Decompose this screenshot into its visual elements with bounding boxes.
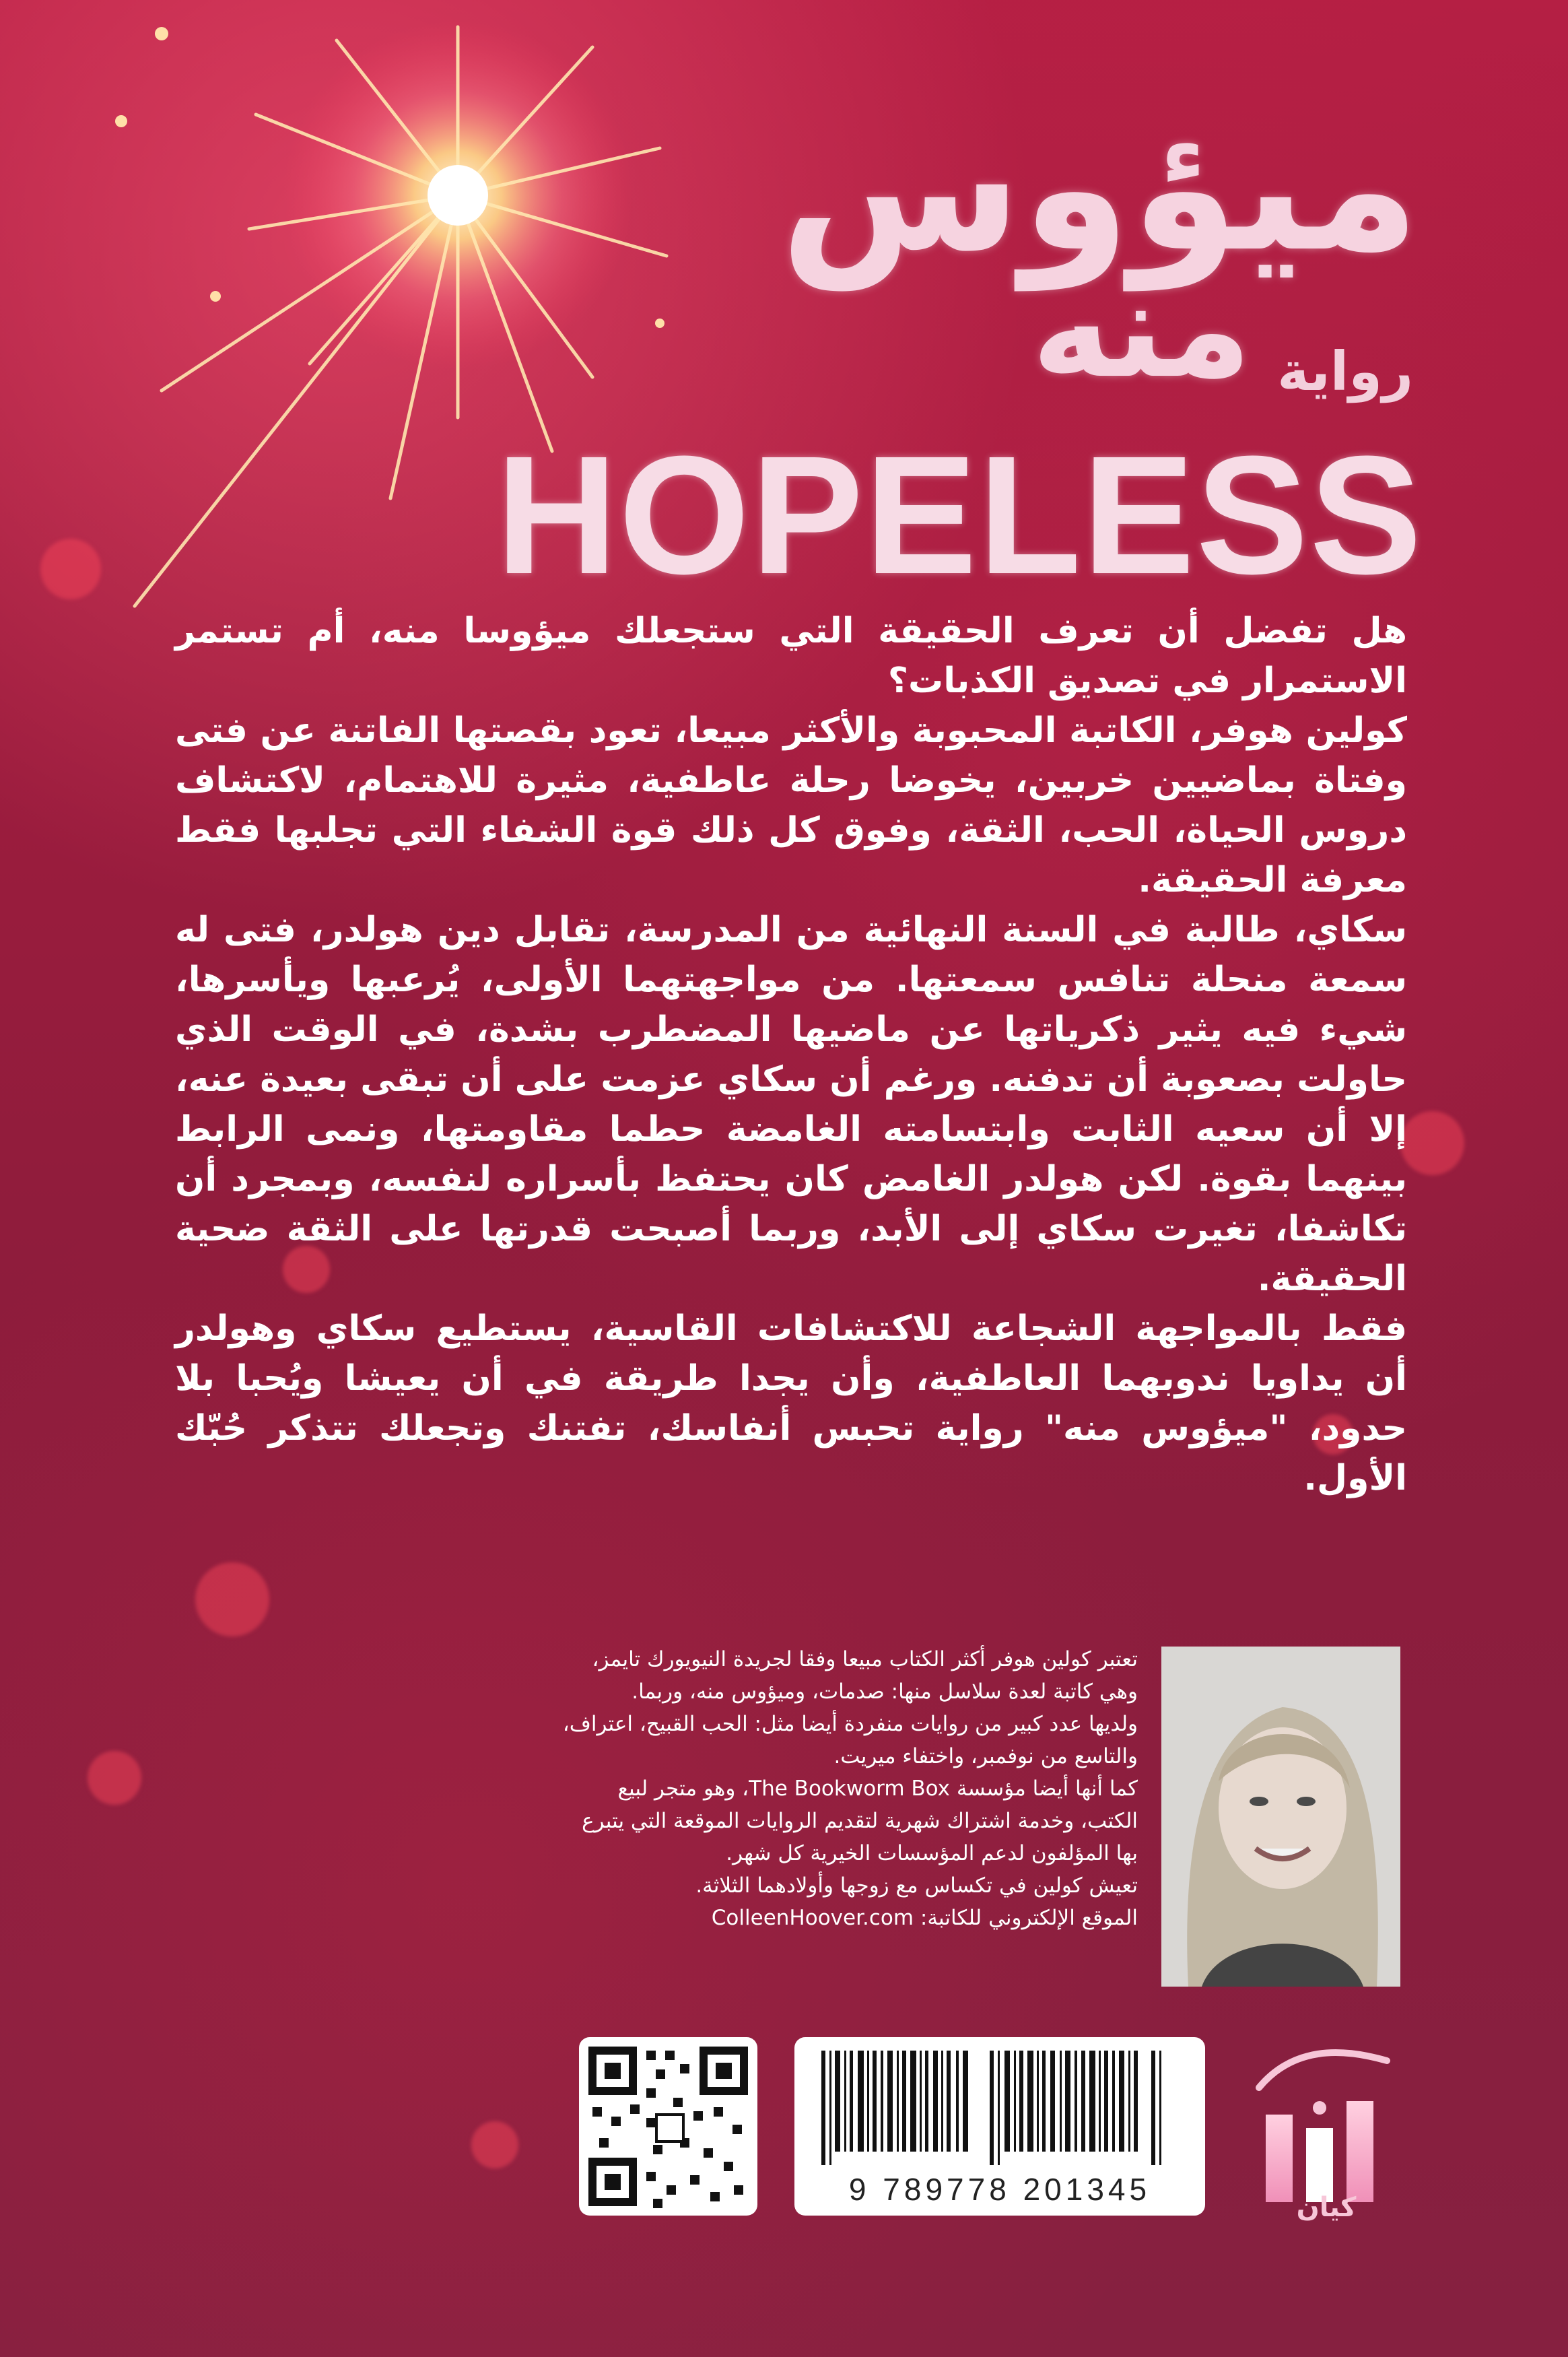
blurb-paragraph: سكاي، طالبة في السنة النهائية من المدرسة، تقابل دين هولدر، فتى له سمعة منحلة تنافس سمعتها. من مواجهتهما الأولى، يُرعبها ويأسرها، شيء فيه يثير ذكرياتها عن ماضيها المضطرب بشدة، في الوقت الذي حاولت بصعوبة أن تدفنه. ورغم أن سكاي عزمت على أن تبقى بعيدة عنه، إلا أن سعيه الثابت وابتسامته الغامضة حطما مقاومتها، ونمى الرابط بينهما بقوة. لكن هولدر الغامض كان يحتفظ بأسراره لنفسه، وبمجرد أن تكاشفا، تغيرت سكاي إلى الأبد، وربما أصبحت قدرتها على الثقة ضحية الحقيقة.: [175, 910, 1407, 1299]
author-bio-paragraph: تعيش كولين في تكساس مع زوجها وأولادهما الثلاثة.: [695, 1873, 1138, 1898]
qr-code-icon: [579, 2037, 757, 2216]
isbn-number: 9 789778 201345: [848, 2172, 1151, 2207]
bokeh-dot: [88, 1751, 141, 1805]
publisher-logo: [1239, 2034, 1414, 2222]
title-arabic-line1: ميؤوس: [780, 87, 1420, 290]
title-arabic-line2: منه: [1031, 251, 1252, 408]
author-bio-paragraph: تعتبر كولين هوفر أكثر الكتاب مبيعا وفقا لجريدة النيويورك تايمز، وهي كاتبة لعدة سلاسل منها: صدمات، وميؤوس منه، وربما.: [592, 1647, 1138, 1704]
blurb-text: [175, 606, 1407, 1503]
author-bio-paragraph: الموقع الإلكتروني للكاتبة: ColleenHoover.com: [711, 1906, 1138, 1930]
title-english: HOPELESS: [496, 421, 1423, 609]
blurb-paragraph: هل تفضل أن تعرف الحقيقة التي ستجعلك ميؤوسا منه، أم تستمر الاستمرار في تصديق الكذبات؟: [175, 611, 1407, 701]
genre-label: رواية: [1277, 340, 1413, 403]
author-bio: [559, 1643, 1138, 1934]
author-photo: [1161, 1647, 1400, 1987]
author-bio-paragraph: ولديها عدد كبير من روايات منفردة أيضا مثل: الحب القبيح، اعتراف، والتاسع من نوفمبر، واختفاء ميريت.: [562, 1712, 1138, 1768]
blurb-paragraph: كولين هوفر، الكاتبة المحبوبة والأكثر مبيعا، تعود بقصتها الفاتنة عن فتى وفتاة بماضيين خربين، يخوضا رحلة عاطفية، مثيرة للاهتمام، لاكتشاف دروس الحياة، الحب، الثقة، وفوق كل ذلك قوة الشفاء التي تجلبها فقط معرفة الحقيقة.: [175, 710, 1407, 900]
author-bio-paragraph: كما أنها أيضا مؤسسة The Bookworm Box، وهو متجر لبيع الكتب، وخدمة اشتراك شهرية لتقديم الروايات الموقعة التي يتبرع بها المؤلفون لدعم المؤسسات الخيرية كل شهر.: [582, 1777, 1138, 1865]
blurb-paragraph: فقط بالمواجهة الشجاعة للاكتشافات القاسية، يستطيع سكاي وهولدر أن يداويا ندوبهما العاطفية، وأن يجدا طريقة في أن يعيشا ويُحبا بلا حدود، "ميؤوس منه" رواية تحبس أنفاسك، تفتنك وتجعلك تتذكر حُبّك الأول.: [175, 1308, 1407, 1498]
publisher-name: كيان: [1296, 2192, 1357, 2223]
bokeh-dot: [1400, 1111, 1464, 1175]
barcode-icon: [794, 2037, 1205, 2216]
bokeh-dot: [471, 2121, 518, 2168]
bokeh-dot: [195, 1562, 269, 1636]
